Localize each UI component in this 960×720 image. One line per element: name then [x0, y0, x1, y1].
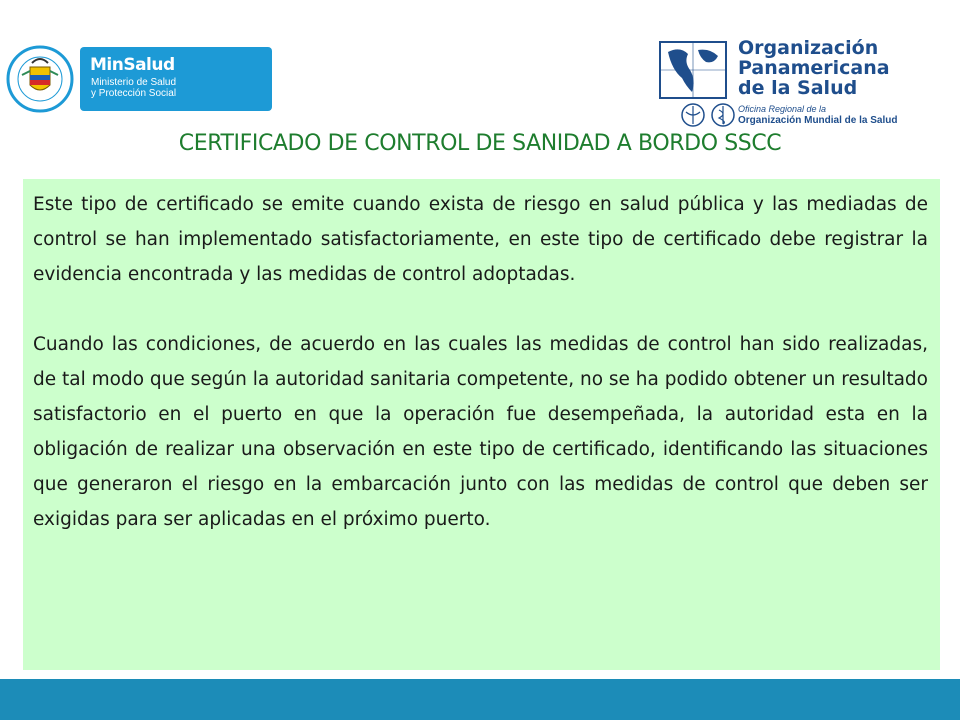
minsalud-subtitle-line1: Ministerio de Salud [91, 77, 177, 88]
minsalud-subtitle [91, 77, 176, 99]
paragraph-1: Este tipo de certificado se emite cuando exista de riesgo en salud pública y las mediadas de control se han implementado satisfactoriamente, en este tipo de certificado debe registrar la evidencia encontrada y las medidas de control adoptadas. [33, 194, 928, 285]
minsalud-name: MinSalud [90, 55, 175, 75]
ops-name-line1: Organización [738, 37, 879, 59]
ops-office [738, 104, 897, 126]
footer-bar [0, 679, 960, 720]
body-text [33, 187, 928, 537]
ops-office-line2: Organización Mundial de la Salud [738, 115, 898, 126]
ops-office-line1: Oficina Regional de la [738, 104, 827, 114]
ops-name [738, 38, 890, 98]
ops-logo [658, 30, 958, 130]
globe-icon [658, 40, 728, 100]
ops-name-line2: Panamericana [738, 57, 890, 79]
slide-title: CERTIFICADO DE CONTROL DE SANIDAD A BORDO SSCC [178, 131, 782, 156]
paragraph-2: Cuando las condiciones, de acuerdo en las cuales las medidas de control han sido realizadas, de tal modo que según la autoridad sanitaria competente, no se ha podido obtener un resultado satisfactorio en el puerto en que la operación fue desempeñada, la autoridad esta en la obligación de realizar una observación en este tipo de certificado, identificando las situaciones que generaron el riesgo en la embarcación junto con las medidas de control que deben ser exigidas para ser aplicadas en el próximo puerto. [33, 334, 928, 530]
ops-name-line3: de la Salud [738, 77, 858, 99]
minsalud-subtitle-line2: y Protección Social [91, 88, 177, 99]
minsalud-logo [6, 45, 272, 113]
colombia-seal-icon [6, 45, 74, 113]
minsalud-badge [80, 47, 272, 111]
content-panel [23, 179, 940, 670]
who-emblems-icon [680, 102, 738, 128]
